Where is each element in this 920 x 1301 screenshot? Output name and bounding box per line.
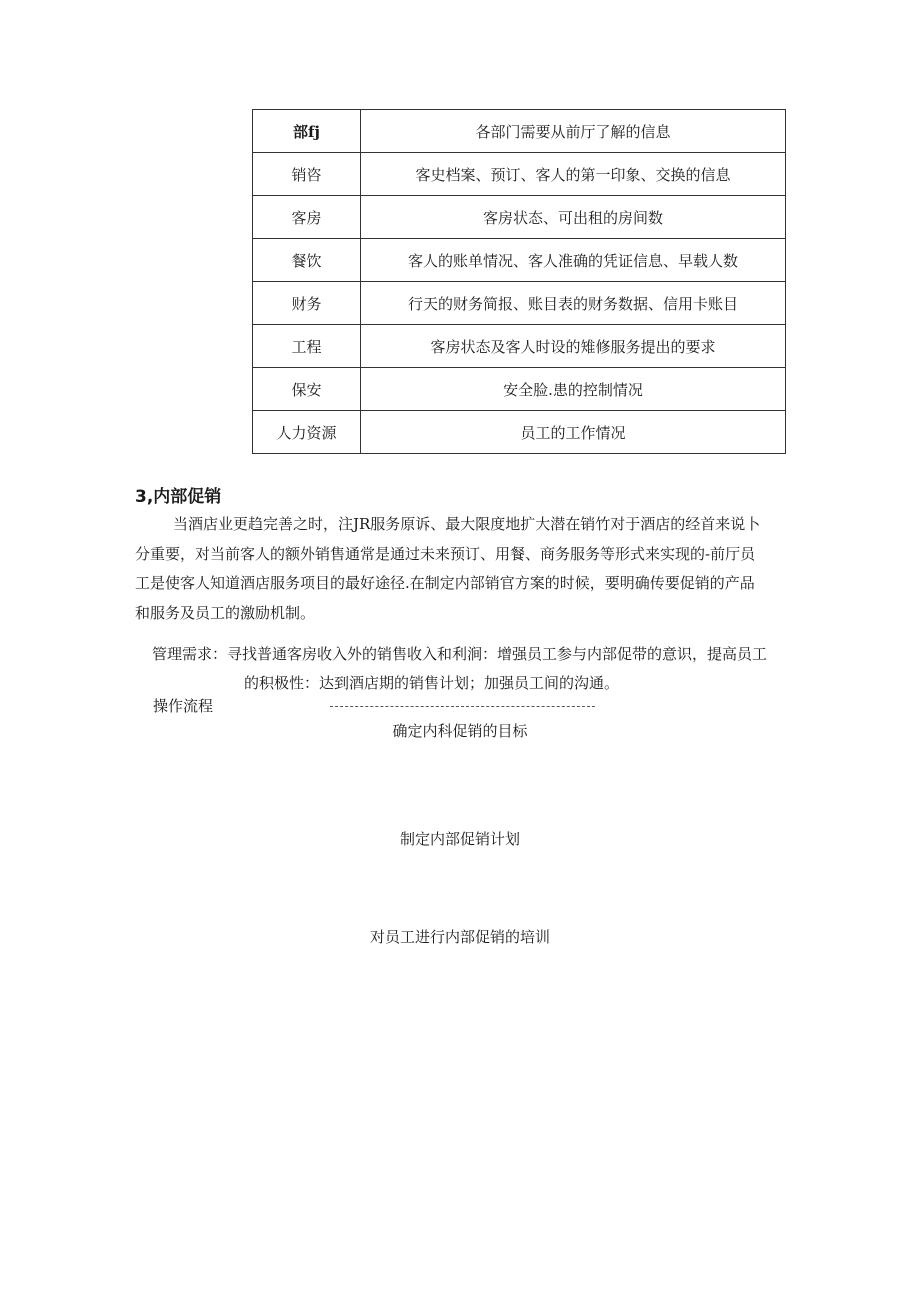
row-info: 员工的工作情况 [361,411,786,454]
header-department: 部fj [253,110,361,153]
row-department: 保安 [253,368,361,411]
paragraph-line: 和服务及员工的激励机制。 [135,603,316,622]
body-paragraph [135,510,783,628]
row-department: 餐饮 [253,239,361,282]
row-info: 客人的账单情况、客人准确的凭证信息、早载人数 [361,239,786,282]
table-header-row [253,110,786,153]
row-info: 客房状态、可出租的房间数 [361,196,786,239]
flow-step: 制定内部促销计划 [399,830,520,848]
requirement-line: 的积极性：达到酒店期的销售计划；加强员工间的沟通。 [244,674,620,692]
header-info: 各部门需要从前厅了解的信息 [361,110,786,153]
paragraph-line: 分重要，对当前客人的额外销售通常是通过未来预订、用餐、商务服务等形式来实现的-前厅员 [135,544,756,563]
table-row [253,411,786,454]
row-info: 行天的财务简报、账目表的财务数据、信用卡账目 [361,282,786,325]
row-info: 客房状态及客人时设的雉修服务提出的要求 [361,325,786,368]
paragraph-line: 工是使客人知道酒店服务项目的最好途径.在制定内部销官方案的时候，要明确传要促销的产品 [135,574,755,592]
row-department: 财务 [253,282,361,325]
requirement-line: 管理需求：寻找普通客房收入外的销售收入和利涧：增强员工参与内部促带的意识，提高员工 [152,645,768,663]
flow-step: 确定内科促销的目标 [392,722,528,740]
row-info: 安全脸.患的控制情况 [361,368,786,411]
table-row [253,368,786,411]
row-department: 销咨 [253,153,361,196]
table-row [253,282,786,325]
table-row [253,325,786,368]
row-department: 人力资源 [253,411,361,454]
paragraph-line: 当酒店业更趋完善之时，注JR服务原诉、最大限度地扩大潜在销竹对于酒店的经首来说卜 [173,515,761,533]
row-department: 工程 [253,325,361,368]
flow-label: 操作流程 [153,697,214,715]
management-requirement [152,640,767,698]
table-row [253,153,786,196]
row-department: 客房 [253,196,361,239]
flow-step: 对员工进行内部促销的培训 [369,928,550,946]
row-info: 客史档案、预订、客人的第一印象、交换的信息 [361,153,786,196]
section-title: 3,内部促销 [135,487,222,507]
table-row [253,239,786,282]
department-info-table [252,109,786,454]
dashed-divider [330,706,595,707]
table-row [253,196,786,239]
